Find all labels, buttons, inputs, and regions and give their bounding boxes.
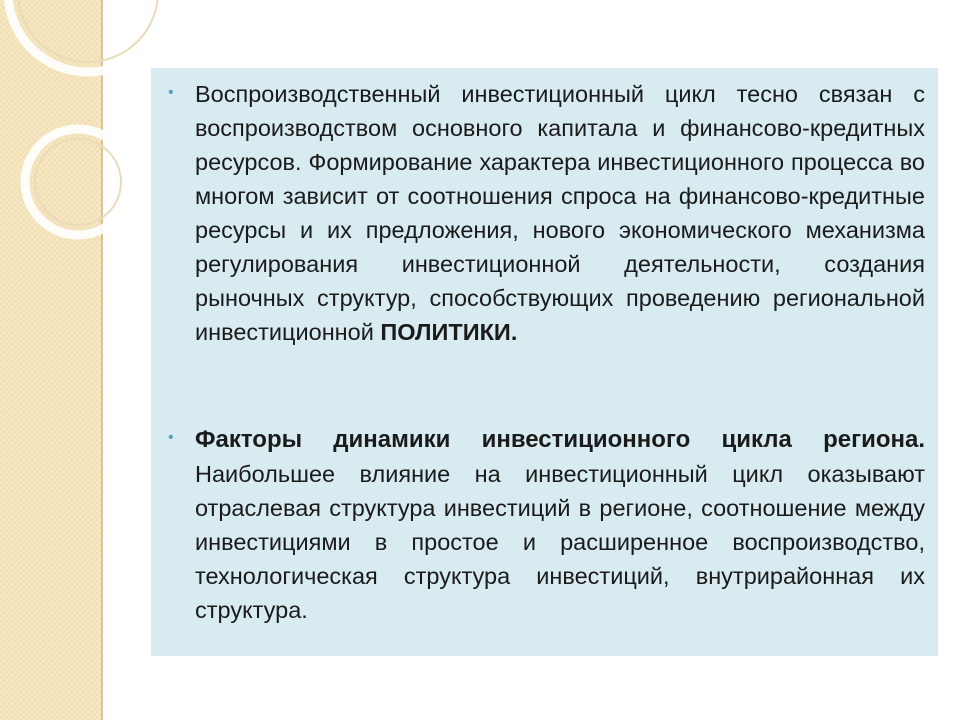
bullet-text: Воспроизводственный инвестиционный цикл тесно связан с воспроизводством основного капитала и финансово-кредитных ресурсов. Формирование характера инвестиционного процесса во многом зависит от соотношения спроса на финансово-кредитные ресурсы и их предложения, нового экономического механизма регулирования инвестиционной деятельности, создания рыночных структур, способствующих проведению региональной инвестиционной — [195, 81, 925, 345]
bullet-icon: • — [168, 84, 174, 101]
bullet-icon: • — [168, 429, 174, 446]
bullet-item-cycle-factors — [168, 422, 925, 627]
bullet-text: Наибольшее влияние на инвестиционный цикл оказывают отраслевая структура инвестиций в регионе, соотношение между инвестициями в простое и расширенное воспроизводство, технологическая структура инвестиций, внутрирайонная их структура. — [195, 461, 925, 623]
decorative-rings — [0, 0, 160, 260]
bullet-heading: Факторы динамики инвестиционного цикла региона. — [195, 426, 925, 453]
bullet-emphasis: ПОЛИТИКИ. — [380, 319, 518, 345]
bullet-item-reproduction-cycle — [168, 77, 925, 349]
